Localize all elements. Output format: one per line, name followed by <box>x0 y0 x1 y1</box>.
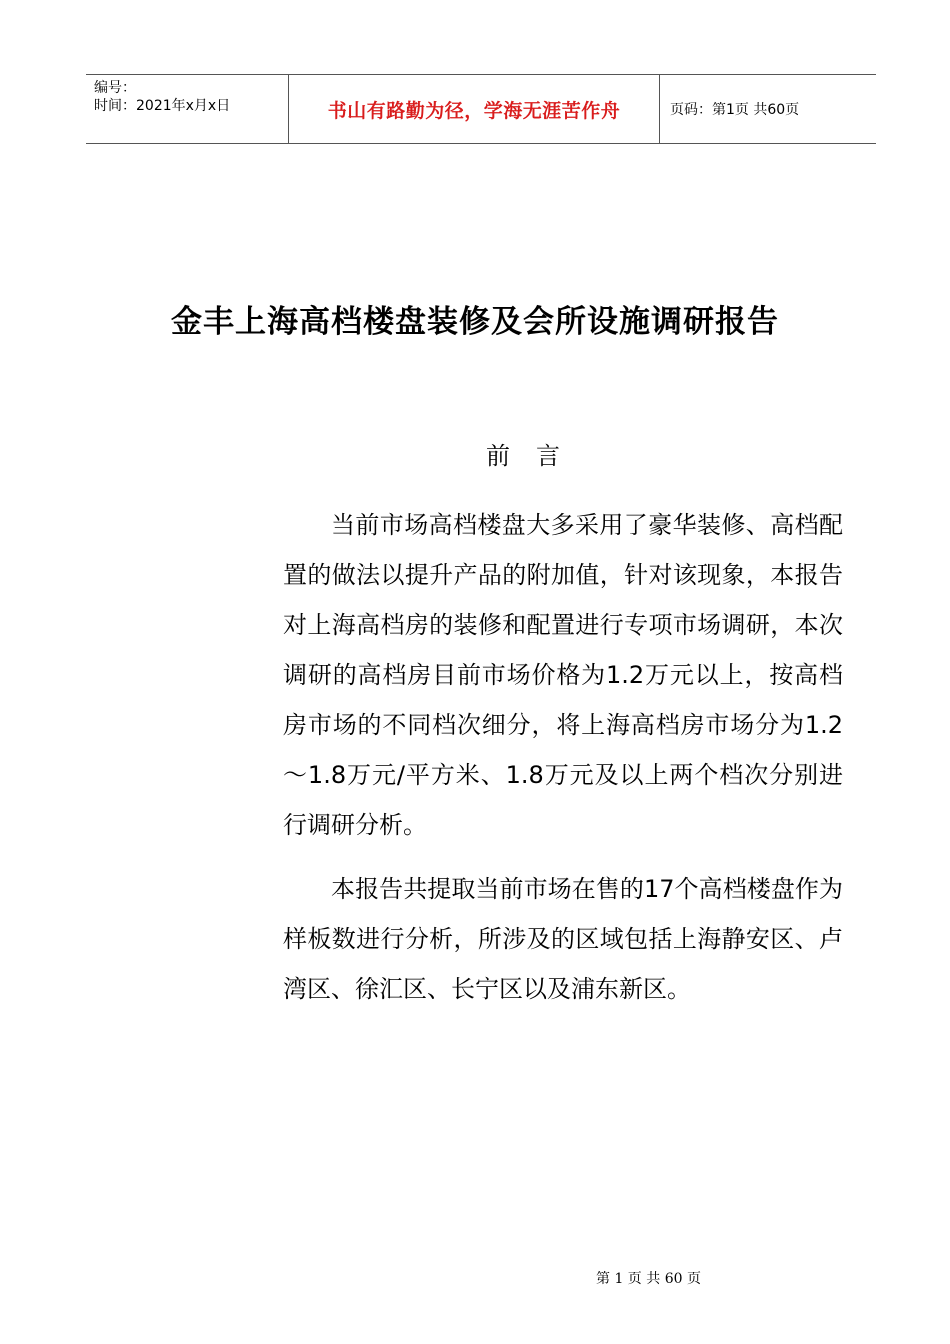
page-header <box>86 74 876 144</box>
page-footer: 第 1 页 共 60 页 <box>596 1271 701 1287</box>
document-title: 金丰上海高档楼盘装修及会所设施调研报告 <box>171 304 779 340</box>
header-motto: 书山有路勤为径，学海无涯苦作舟 <box>288 75 660 143</box>
header-page-number: 页码：第1页 共60页 <box>670 102 800 118</box>
body-paragraph: 本报告共提取当前市场在售的17个高档楼盘作为样板数进行分析，所涉及的区域包括上海静安区、卢湾区、徐汇区、长宁区以及浦东新区。 <box>283 875 843 1003</box>
document-number-label: 编号： <box>94 80 136 96</box>
section-heading: 前言 <box>486 442 586 470</box>
body-paragraph: 当前市场高档楼盘大多采用了豪华装修、高档配置的做法以提升产品的附加值，针对该现象，本报告对上海高档房的装修和配置进行专项市场调研，本次调研的高档房目前市场价格为1.2万元以上，按高档房市场的不同档次细分，将上海高档房市场分为1.2～1.8万元/平方米、1.8万元及以上两个档次分别进行调研分析。 <box>283 511 843 839</box>
document-time-label: 时间：2021年x月x日 <box>94 98 231 114</box>
header-meta <box>86 75 288 143</box>
